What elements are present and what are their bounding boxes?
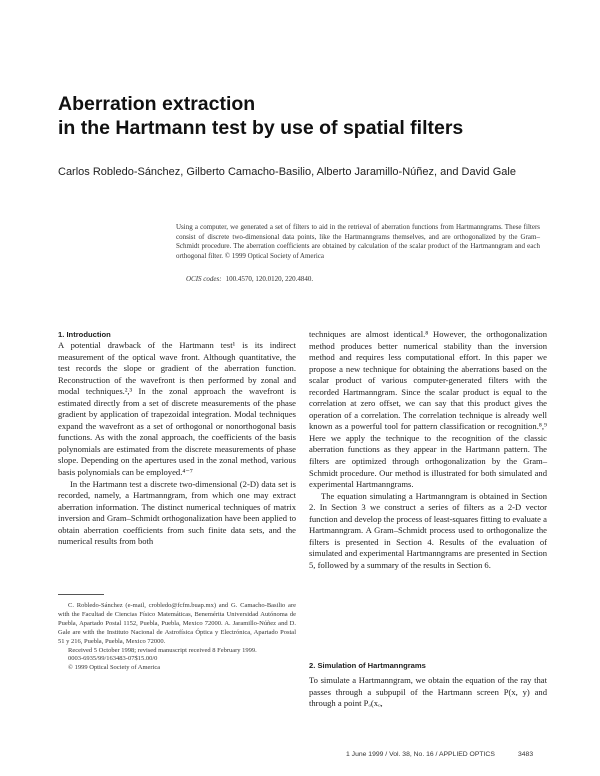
section-2-paragraph: To simulate a Hartmanngram, we obtain the equation of the ray that passes through a subpupil of the Hartmann screen P(x, y) and through a point Pₒ(xₒ,: [309, 675, 547, 709]
footnote-received: Received 5 October 1998; revised manuscript received 8 February 1999.: [68, 646, 257, 654]
section-2-heading: 2. Simulation of Hartmanngrams: [309, 661, 426, 670]
footnote-affiliation: C. Robledo-Sánchez (e-mail, crobledo@fcfm.buap.mx) and G. Camacho-Basilio are with the Facultad de Ciencias Físico Matemáticas, Benemérita Universidad Autónoma de Puebla, Apartado Postal 1152, Puebla, Puebla, Mexico 72000. A. Jaramillo-Núñez and D. Gale are with the Instituto Nacional de Astrofísica Óptica y Electrónica, Apartado Postal 51 y 216, Puebla, Puebla, Mexico 72000.: [58, 602, 296, 645]
title-line-1: Aberration extraction: [58, 93, 256, 115]
section-2-text: [309, 675, 547, 710]
footnote-code: 0003-6935/99/163483-07$15.00/0: [68, 655, 158, 663]
intro-paragraph-2: In the Hartmann test a discrete two-dimensional (2-D) data set is recorded, namely, a Hartmanngram, from which one may extract aberration information. The distinct numerical techniques of matrix inversion and Gram–Schmidt orthogonalization have been applied to obtain aberration coefficients from such finite data sets, and the numerical results from both: [58, 478, 296, 547]
title-line-2: in the Hartmann test by use of spatial filters: [58, 117, 464, 139]
article-title: [58, 92, 538, 140]
author-list: Carlos Robledo-Sánchez, Gilberto Camacho-Basilio, Alberto Jaramillo-Núñez, and David Gale: [58, 166, 516, 178]
intro-paragraph-1: A potential drawback of the Hartmann test¹ is its indirect measurement of the optical wave front. Although quantitative, the test records the slope or gradient of the aberration function. Reconstruction of the wavefront is then performed by zonal and modal techniques.²,³ In the zonal approach the wavefront is estimated directly from a set of discrete measurements of the phase gradient by application of trapezoidal integration. Modal techniques expand the wavefront as a set of orthogonal or nonorthogonal basis functions. As with the zonal approach, the coefficients of the basis polynomials are estimated from the discrete measurements of phase slope. Depending on the apertures used in the zonal method, various basis polynomials can be employed.⁴⁻⁷: [58, 340, 296, 478]
right-column: [309, 329, 547, 571]
left-column: [58, 340, 296, 548]
right-paragraph-1: techniques are almost identical.⁸ However, the orthogonalization method produces better numerical stability than the inversion method and requires less computational effort. In this paper we propose a new technique for obtaining the aberrations based on the scalar product of various computer-generated filters with the recorded Hartmanngram. Since the scalar product is equal to the correlation at zero offset, we can say that this product gives the operation of a correlation. The correlation technique is already well known as a powerful tool for pattern classification or recognition.⁸,⁹ Here we apply the technique to the recognition of the classic aberration functions as they appear in the Hartmann pattern. The filters are optimized through orthogonalization by the Gram–Schmidt procedure. Our method is illustrated for both simulated and experimental Hartmanngrams.: [309, 329, 547, 490]
footnote: [58, 602, 296, 673]
footnote-rule: [58, 594, 104, 595]
footnote-copyright: © 1999 Optical Society of America: [68, 664, 161, 672]
page-number: 3483: [518, 751, 534, 758]
journal-footer: 1 June 1999 / Vol. 38, No. 16 / APPLIED OPTICS: [346, 751, 495, 758]
ocis-codes: [186, 275, 313, 283]
section-1-heading: 1. Introduction: [58, 330, 111, 339]
ocis-label: OCIS codes:: [186, 275, 222, 283]
abstract: Using a computer, we generated a set of filters to aid in the retrieval of aberration functions from Hartmanngrams. These filters consist of discrete two-dimensional data points, like the Hartmanngrams themselves, and are orthogonalized by the Gram–Schmidt procedure. The aberration coefficients are obtained by calculation of the scalar product of the Hartmanngram and each orthogonal filter. © 1999 Optical Society of America: [176, 223, 540, 260]
ocis-values: 100.4570, 120.0120, 220.4840.: [225, 275, 314, 283]
right-paragraph-2: The equation simulating a Hartmanngram is obtained in Section 2. In Section 3 we construct a series of filters as a 2-D vector function and develop the process of least-squares fitting to evaluate a Hartmanngram. A Gram–Schmidt process used to orthogonalize the filters is presented in Section 4. Results of the evaluation of simulated and experimental Hartmanngrams are presented in Section 5, followed by a summary of the results in Section 6.: [309, 490, 547, 570]
